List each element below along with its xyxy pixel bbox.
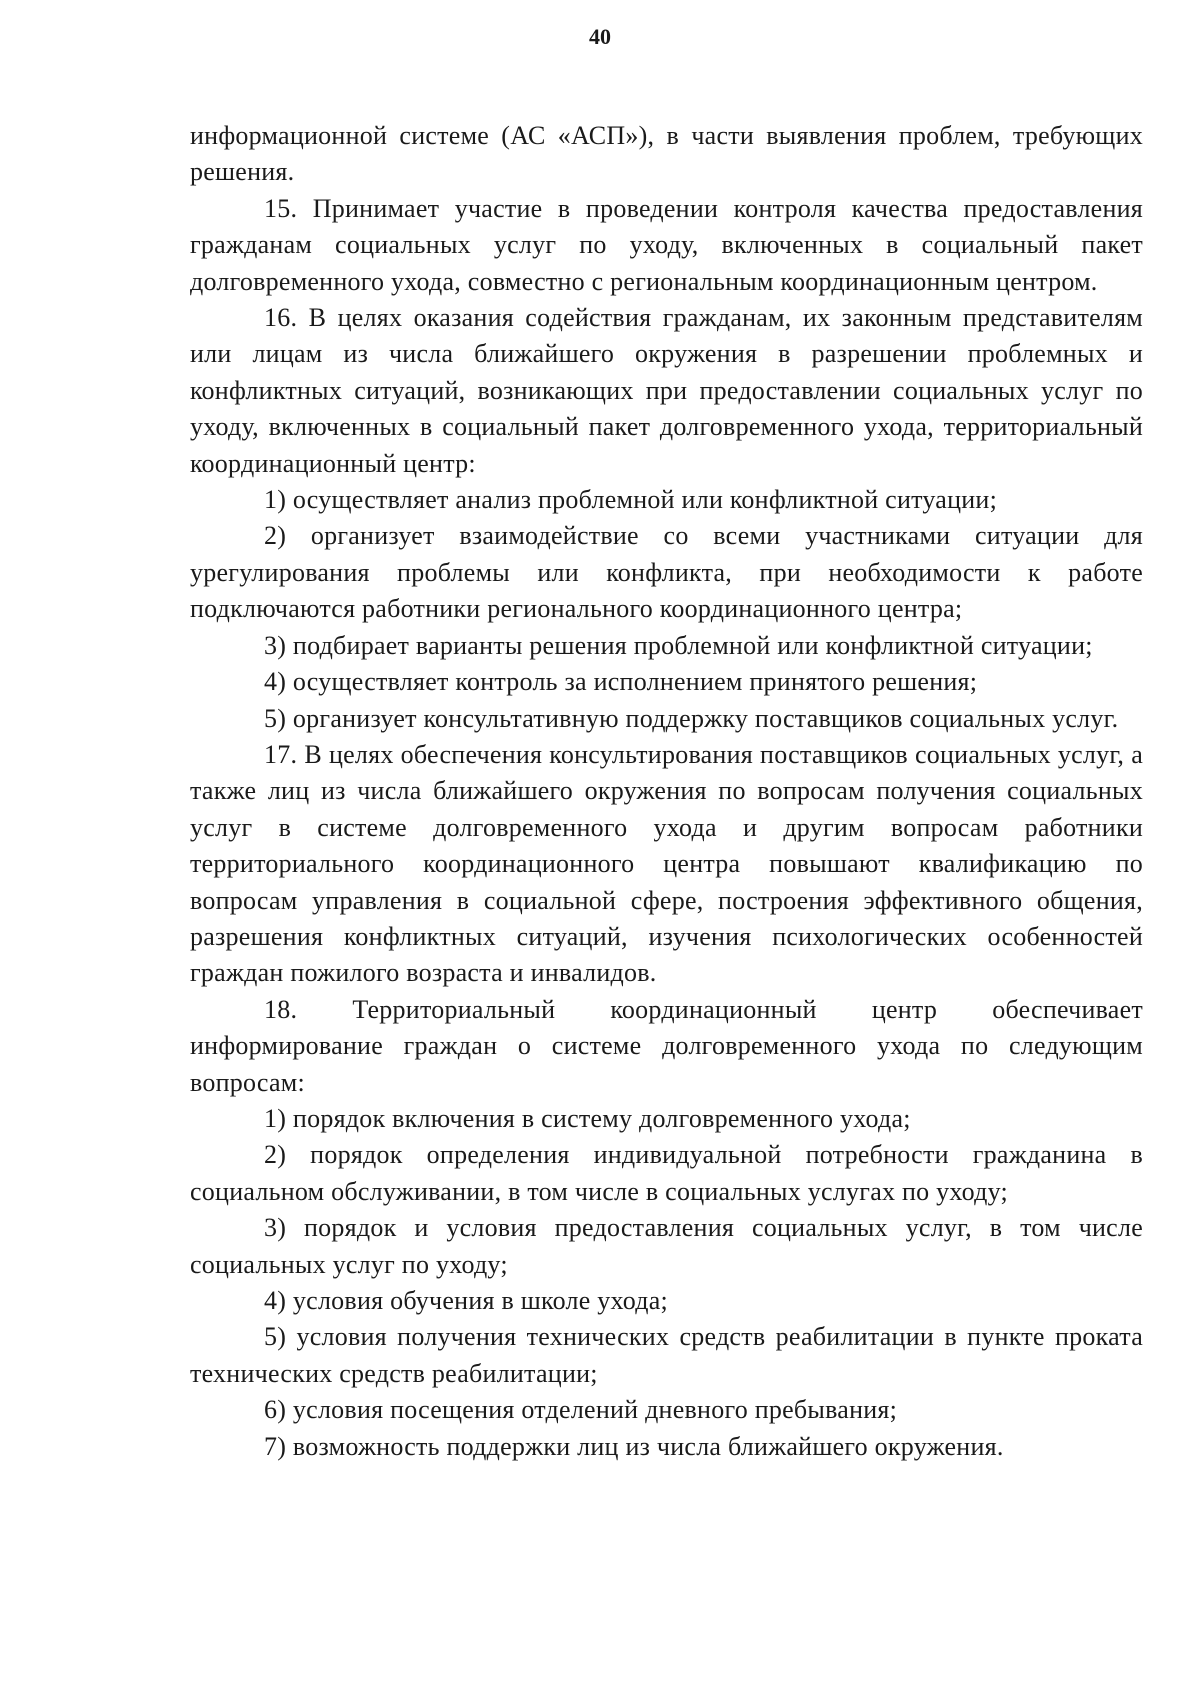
list-item: 1) осуществляет анализ проблемной или конфликтной ситуации; — [264, 485, 998, 515]
list-item: 1) порядок включения в систему долговременного ухода; — [264, 1103, 911, 1133]
list-item: 4) осуществляет контроль за исполнением принятого решения; — [264, 667, 978, 697]
list-item: 2) порядок определения индивидуальной потребности гражданина в социальном обслуживании, в том числе в социальных услугах по уходу; — [190, 1140, 1143, 1206]
list-item: 4) условия обучения в школе ухода; — [264, 1286, 668, 1315]
page-number: 40 — [589, 24, 611, 49]
list-item: 5) условия получения технических средств реабилитации в пункте проката технических средств реабилитации; — [190, 1322, 1143, 1388]
list-item: 7) возможность поддержки лиц из числа ближайшего окружения. — [264, 1431, 1004, 1461]
document-body — [190, 118, 1143, 1465]
list-item: 5) организует консультативную поддержку поставщиков социальных услуг. — [264, 703, 1119, 733]
paragraph: 16. В целях оказания содействия гражданам, их законным представителям или лицам из числа ближайшего окружения в разрешении проблемных и конфликтных ситуаций, возникающих при предоставлении социальных услуг по уходу, включенных в социальный пакет долговременного ухода, территориальный координационный центр: — [190, 303, 1143, 478]
paragraph: 18. Территориальный координационный центр обеспечивает информирование граждан о системе долговременного ухода по следующим вопросам: — [190, 994, 1143, 1097]
list-item: 6) условия посещения отделений дневного пребывания; — [264, 1395, 898, 1425]
list-item: 3) подбирает варианты решения проблемной или конфликтной ситуации; — [264, 630, 1093, 660]
list-item: 3) порядок и условия предоставления социальных услуг, в том числе социальных услуг по уходу; — [190, 1213, 1143, 1279]
paragraph: 17. В целях обеспечения консультирования поставщиков социальных услуг, а также лиц из числа ближайшего окружения по вопросам получения социальных услуг в системе долговременного ухода и другим вопросам работники территориального координационного центра повышают квалификацию по вопросам управления в социальной сфере, построения эффективного общения, разрешения конфликтных ситуаций, изучения психологических особенностей граждан пожилого возраста и инвалидов. — [190, 739, 1143, 988]
paragraph: 15. Принимает участие в проведении контроля качества предоставления гражданам социальных услуг по уходу, включенных в социальный пакет долговременного ухода, совместно с региональным координационным центром. — [190, 193, 1143, 296]
paragraph: информационной системе (АС «АСП»), в части выявления проблем, требующих решения. — [190, 121, 1143, 187]
list-item: 2) организует взаимодействие со всеми участниками ситуации для урегулирования проблемы или конфликта, при необходимости к работе подключаются работники регионального координационного центра; — [190, 521, 1143, 624]
